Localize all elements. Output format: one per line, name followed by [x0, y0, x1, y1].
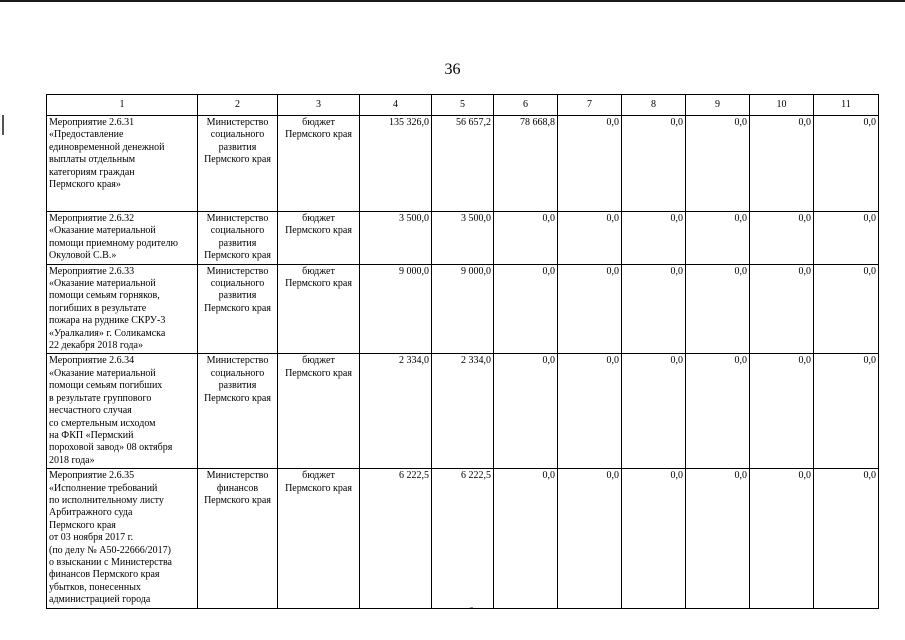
- amount-cell: 135 326,0: [360, 116, 432, 212]
- executor-cell-line: развития: [218, 290, 257, 302]
- event-name-cell-line: Мероприятие 2.6.32: [49, 213, 135, 224]
- amount-cell: 0,0: [750, 469, 814, 608]
- event-name-cell: [47, 264, 198, 354]
- funding-source-cell-line: бюджет: [302, 117, 335, 128]
- event-name-cell-line: пороховой завод» 08 октября: [49, 442, 173, 454]
- executor-cell-line: социального: [210, 129, 265, 141]
- amount-cell: 0,0: [814, 116, 879, 212]
- event-name-cell-line: Пермского края»: [49, 179, 121, 191]
- amount-cell: 9 000,0: [432, 264, 494, 354]
- executor-cell-line: Пермского края: [204, 154, 271, 166]
- amount-cell: 0,0: [622, 354, 686, 469]
- funding-source-cell-line: Пермского края: [285, 278, 352, 290]
- amount-cell: 0,0: [686, 469, 750, 608]
- amount-cell: 0,0: [622, 469, 686, 608]
- funding-source-cell: [278, 469, 360, 608]
- event-name-cell-line: «Оказание материальной: [49, 278, 156, 290]
- event-name-cell-line: «Предоставление: [49, 129, 124, 141]
- amount-cell: 3 500,0: [432, 212, 494, 265]
- event-name-cell-line: Пермского края: [49, 519, 116, 531]
- amount-cell: 0,0: [814, 469, 879, 608]
- event-name-cell-line: администрацией города: [49, 594, 151, 606]
- top-border-line: [0, 0, 905, 2]
- event-name-cell-line: Окуловой С.В.»: [49, 250, 117, 262]
- funding-source-cell: [278, 116, 360, 212]
- event-name-cell-line: о взыскании с Министерства: [49, 556, 172, 568]
- amount-cell: 0,0: [558, 116, 622, 212]
- page-number: 36: [444, 61, 461, 78]
- header-cell: 8: [622, 95, 686, 116]
- executor-cell-line: Пермского края: [204, 494, 271, 506]
- table-row: [47, 116, 879, 212]
- event-name-cell-line: (по делу № А50-22666/2017): [49, 544, 171, 556]
- funding-source-cell-line: Пермского края: [285, 129, 352, 141]
- amount-cell: 6 222,5: [360, 469, 432, 608]
- header-cell: 5: [432, 95, 494, 116]
- table-row: [47, 469, 879, 608]
- event-name-cell-line: в результате группового: [49, 392, 152, 404]
- funding-source-cell: [278, 354, 360, 469]
- event-name-cell-line: «Исполнение требований: [49, 482, 158, 494]
- amount-cell: 0,0: [622, 212, 686, 265]
- amount-cell: 0,0: [558, 354, 622, 469]
- event-name-cell-line: выплаты отдельным: [49, 154, 136, 166]
- header-cell: 10: [750, 95, 814, 116]
- executor-cell-line: развития: [218, 237, 257, 249]
- executor-cell-line: Министерство: [206, 355, 269, 367]
- executor-cell-line: финансов: [216, 482, 259, 494]
- funding-source-cell-line: бюджет: [302, 470, 335, 482]
- event-name-cell-line: по исполнительному листу: [49, 494, 164, 506]
- amount-cell: 0,0: [750, 212, 814, 265]
- event-name-cell-line: со смертельным исходом: [49, 417, 156, 429]
- event-name-cell-line: 22 декабря 2018 года»: [49, 340, 143, 352]
- amount-cell: 0,0: [750, 354, 814, 469]
- event-name-cell-line: убытков, понесенных: [49, 581, 141, 593]
- event-name-cell-line: помощи семьям горняков,: [49, 290, 160, 302]
- event-name-cell: [47, 354, 198, 469]
- funding-source-cell-line: Пермского края: [285, 225, 352, 237]
- amount-cell: 9 000,0: [360, 264, 432, 354]
- scan-artifact: [470, 607, 473, 608]
- amount-cell: 0,0: [558, 469, 622, 608]
- header-cell: 7: [558, 95, 622, 116]
- event-name-cell-line: пожара на руднике СКРУ-3: [49, 315, 166, 327]
- amount-cell: 0,0: [494, 212, 558, 265]
- event-name-cell-line: финансов Пермского края: [49, 569, 160, 581]
- executor-cell-line: социального: [210, 278, 265, 290]
- table-row: [47, 212, 879, 265]
- budget-table: [46, 94, 879, 609]
- event-name-cell-line: помощи семьям погибших: [49, 380, 163, 392]
- event-name-cell-line: единовременной денежной: [49, 141, 165, 153]
- table-row: [47, 354, 879, 469]
- amount-cell: 2 334,0: [360, 354, 432, 469]
- header-cell: 11: [814, 95, 879, 116]
- header-cell: 3: [278, 95, 360, 116]
- executor-cell-line: Пермского края: [204, 250, 271, 262]
- executor-cell-line: социального: [210, 225, 265, 237]
- header-cell: 6: [494, 95, 558, 116]
- executor-cell: [198, 264, 278, 354]
- amount-cell: 0,0: [686, 212, 750, 265]
- amount-cell: 6 222,5: [432, 469, 494, 608]
- amount-cell: 0,0: [814, 212, 879, 265]
- funding-source-cell-line: бюджет: [302, 355, 335, 367]
- executor-cell: [198, 212, 278, 265]
- header-cell: 4: [360, 95, 432, 116]
- executor-cell: [198, 469, 278, 608]
- executor-cell-line: Пермского края: [204, 302, 271, 314]
- amount-cell: 0,0: [686, 354, 750, 469]
- amount-cell: 3 500,0: [360, 212, 432, 265]
- amount-cell: 0,0: [494, 354, 558, 469]
- amount-cell: 0,0: [686, 264, 750, 354]
- event-name-cell-line: погибших в результате: [49, 302, 147, 314]
- funding-source-cell: [278, 264, 360, 354]
- event-name-cell-line: Арбитражного суда: [49, 507, 133, 519]
- executor-cell-line: Министерство: [206, 117, 269, 128]
- funding-source-cell: [278, 212, 360, 265]
- funding-source-cell-line: бюджет: [302, 265, 335, 277]
- executor-cell-line: развития: [218, 380, 257, 392]
- amount-cell: 0,0: [750, 116, 814, 212]
- amount-cell: 2 334,0: [432, 354, 494, 469]
- event-name-cell-line: «Уралкалия» г. Соликамска: [49, 327, 166, 339]
- executor-cell-line: социального: [210, 367, 265, 379]
- amount-cell: 0,0: [558, 212, 622, 265]
- event-name-cell: [47, 116, 198, 212]
- amount-cell: 0,0: [686, 116, 750, 212]
- executor-cell-line: Пермского края: [204, 392, 271, 404]
- event-name-cell-line: Мероприятие 2.6.31: [49, 117, 135, 128]
- executor-cell: [198, 116, 278, 212]
- header-row: [47, 95, 879, 116]
- scan-edge-mark: [2, 115, 4, 135]
- event-name-cell-line: Мероприятие 2.6.33: [49, 265, 135, 277]
- event-name-cell-line: категориям граждан: [49, 166, 135, 178]
- executor-cell-line: Министерство: [206, 213, 269, 224]
- amount-cell: 0,0: [750, 264, 814, 354]
- event-name-cell-line: 2018 года»: [49, 454, 95, 466]
- amount-cell: 78 668,8: [494, 116, 558, 212]
- event-name-cell: [47, 469, 198, 608]
- event-name-cell-line: помощи приемному родителю: [49, 237, 178, 249]
- event-name-cell-line: на ФКП «Пермский: [49, 429, 134, 441]
- amount-cell: 0,0: [814, 264, 879, 354]
- event-name-cell: [47, 212, 198, 265]
- header-cell: 2: [198, 95, 278, 116]
- amount-cell: 0,0: [622, 264, 686, 354]
- funding-source-cell-line: Пермского края: [285, 367, 352, 379]
- amount-cell: 56 657,2: [432, 116, 494, 212]
- amount-cell: 0,0: [494, 469, 558, 608]
- funding-source-cell-line: Пермского края: [285, 482, 352, 494]
- event-name-cell-line: Мероприятие 2.6.34: [49, 355, 135, 367]
- executor-cell-line: развития: [218, 141, 257, 153]
- event-name-cell-line: «Оказание материальной: [49, 367, 156, 379]
- executor-cell-line: Министерство: [206, 470, 269, 482]
- header-cell: 1: [47, 95, 198, 116]
- executor-cell-line: Министерство: [206, 265, 269, 277]
- amount-cell: 0,0: [814, 354, 879, 469]
- funding-source-cell-line: бюджет: [302, 213, 335, 224]
- event-name-cell-line: несчастного случая: [49, 405, 132, 417]
- table-row: [47, 264, 879, 354]
- event-name-cell-line: от 03 ноября 2017 г.: [49, 532, 134, 544]
- header-cell: 9: [686, 95, 750, 116]
- amount-cell: 0,0: [558, 264, 622, 354]
- amount-cell: 0,0: [494, 264, 558, 354]
- event-name-cell-line: Мероприятие 2.6.35: [49, 470, 135, 482]
- amount-cell: 0,0: [622, 116, 686, 212]
- event-name-cell-line: «Оказание материальной: [49, 225, 156, 237]
- executor-cell: [198, 354, 278, 469]
